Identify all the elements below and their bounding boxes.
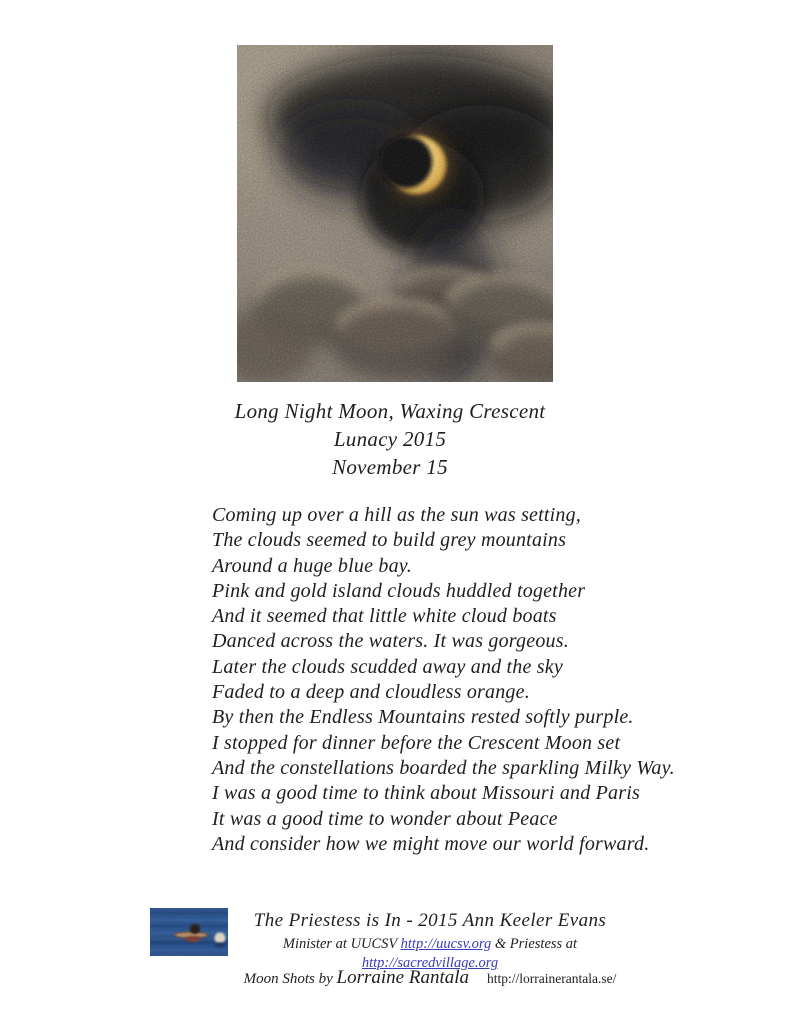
poem-line: Danced across the waters. It was gorgeous. xyxy=(212,630,569,653)
credit-prefix: Moon Shots by xyxy=(243,971,337,987)
photo-credit xyxy=(150,967,710,989)
poem-line: By then the Endless Mountains rested softly purple. xyxy=(212,706,634,729)
poem-line: Faded to a deep and cloudless orange. xyxy=(212,681,530,704)
poem-line: I stopped for dinner before the Crescent Moon set xyxy=(212,731,621,754)
poem-line: The clouds seemed to build grey mountains xyxy=(212,529,567,552)
uucsv-link[interactable]: http://uucsv.org xyxy=(400,936,492,952)
credit-photographer-name: Lorraine Rantala xyxy=(336,967,470,988)
swimmers-photo xyxy=(150,908,228,956)
moon-photo xyxy=(237,45,553,382)
poem-line: Around a huge blue bay. xyxy=(212,554,412,577)
footer xyxy=(230,909,630,973)
byline-middle: & Priestess at xyxy=(491,936,578,952)
title-subline-series: Lunacy 2015 xyxy=(333,427,447,451)
poem-line: I was a good time to think about Missouri and Paris xyxy=(212,782,640,805)
poem-line: It was a good time to wonder about Peace xyxy=(212,807,558,830)
title-subline-date: November 15 xyxy=(332,455,448,479)
title-block xyxy=(0,397,780,481)
poem-line: Later the clouds scudded away and the sky xyxy=(212,655,563,678)
poem-line: And it seemed that little white cloud boats xyxy=(212,605,557,628)
byline-prefix: Minister at UUCSV xyxy=(282,936,401,952)
page-title: Long Night Moon, Waxing Crescent xyxy=(234,399,546,423)
poem xyxy=(212,503,675,857)
sacredvillage-link[interactable]: http://sacredvillage.org xyxy=(361,955,499,971)
poem-line: And consider how we might move our world forward. xyxy=(212,832,650,855)
poem-line: And the constellations boarded the sparkling Milky Way. xyxy=(212,756,675,779)
footer-title: The Priestess is In - 2015 Ann Keeler Evans xyxy=(253,910,607,931)
poem-line: Coming up over a hill as the sun was setting, xyxy=(212,504,581,526)
poem-line: Pink and gold island clouds huddled together xyxy=(212,579,586,602)
credit-url: http://lorrainerantala.se/ xyxy=(487,971,617,986)
